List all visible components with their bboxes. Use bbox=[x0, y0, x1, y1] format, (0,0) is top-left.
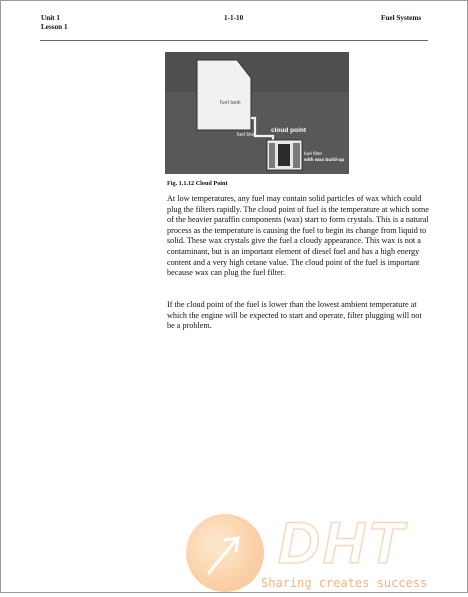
header-unit-lesson bbox=[41, 14, 68, 32]
thermometer-scale-left bbox=[269, 143, 275, 168]
header-section-title: Fuel Systems bbox=[381, 14, 422, 22]
fuel-filter-label: fuel filter bbox=[304, 152, 323, 157]
cloud-point-label: cloud point bbox=[271, 127, 307, 134]
body-paragraph-1: At low temperatures, any fuel may contain solid particles of wax which could plug the filters rapidly. The cloud point of fuel is the temperature at which some of the heavier paraffin components (wax) start to form crystals. This is a natural process as the temperature is causing the fuel to begin its change from liquid to solid. These wax crystals give the fuel a cloudy appearance. This wax is not a contaminant, but is an important element of diesel fuel and has a high energy content and a very high cetane value. The cloud point of the fuel is important because wax can plug the fuel filter. bbox=[167, 194, 429, 278]
thermometer-scale-right bbox=[293, 143, 300, 168]
fuel-line-label: fuel line bbox=[237, 132, 255, 138]
fuel-tank-label: fuel tank bbox=[220, 100, 241, 106]
cloud-point-photo bbox=[165, 52, 349, 174]
fuel-filter-shape bbox=[278, 144, 290, 166]
header-page-number: 1-1-10 bbox=[224, 14, 244, 22]
body-paragraph-2: If the cloud point of the fuel is lower than the lowest ambient temperature at which the engine will be expected to start and operate, filter plugging will not be a problem. bbox=[167, 300, 422, 331]
arrow-icon bbox=[186, 514, 264, 592]
cloud-point-illustration bbox=[165, 52, 349, 174]
watermark-tagline: Sharing creates success bbox=[261, 576, 428, 590]
header-unit: Unit 1 bbox=[41, 14, 60, 22]
watermark-logo-text: DHT bbox=[278, 511, 407, 576]
fuel-filter-wax-label: with wax build-up bbox=[304, 158, 345, 163]
header-lesson: Lesson 1 bbox=[41, 23, 68, 31]
header-divider bbox=[40, 40, 428, 41]
fuel-tank-shape bbox=[197, 60, 251, 130]
watermark-circle-logo bbox=[186, 514, 264, 592]
figure-caption: Fig. 1.1.12 Cloud Point bbox=[167, 180, 228, 187]
